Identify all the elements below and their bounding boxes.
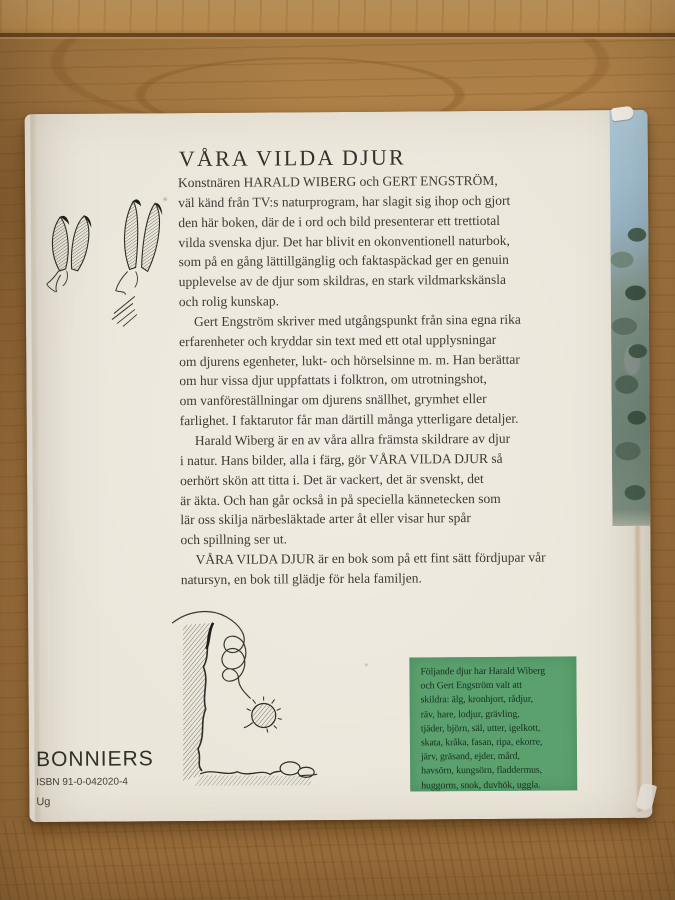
isbn-number: ISBN 91-0-042020-4: [36, 776, 128, 789]
back-cover-text: [178, 173, 546, 592]
body-text-line: som på en gång lättillgänglig och faktaspäckad ger en genuin: [178, 252, 509, 270]
body-text-line: erfarenheter och kryddar sin text med ett otal upplysningar: [179, 331, 497, 349]
table-plank-bottom: [0, 820, 675, 900]
animal-list-line: räv, hare, lodjur, grävling,: [420, 708, 520, 720]
publisher-block: [36, 747, 154, 808]
animal-list-line: tjäder, björn, säl, utter, igelkott,: [420, 722, 541, 735]
hare-ears-sketch-small: [43, 211, 102, 299]
body-text-line: VÅRA VILDA DJUR är en bok som på ett fint sätt fördjupar vår: [195, 549, 546, 568]
animal-list-line: och Gert Engström valt att: [420, 679, 522, 692]
body-text-line: upplevelse av de djur som skildras, en stark vildmarkskänsla: [178, 272, 507, 290]
body-text-line: och rolig kunskap.: [178, 293, 280, 310]
body-text-line: lär oss skilja närbesläktade arter åt eller visar hur spår: [180, 510, 471, 528]
animal-list-line: havsörn, kungsörn, fladdermus,: [421, 764, 542, 777]
publisher-logo-text: BONNIERS: [35, 747, 154, 772]
body-text-line: och spillning ser ut.: [180, 531, 288, 548]
body-text-line: vilda svenska djur. Det har blivit en okonventionell naturbok,: [178, 232, 510, 250]
body-text-line: Konstnären HARALD WIBERG och GERT ENGSTRÖM,: [177, 172, 498, 191]
animal-list-line: huggorm, snok, duvhök, uggla.: [421, 779, 541, 791]
body-text-line: är äkta. Och han går också in på speciella kännetecken som: [180, 490, 501, 508]
animal-list-line: järv, gräsand, ejder, mård,: [420, 750, 520, 763]
animal-list-line: skata, kråka, fasan, ripa, ekorre,: [420, 736, 543, 749]
body-text-line: i natur. Hans bilder, alla i färg, gör VÅRA VILDA DJUR så: [179, 450, 503, 468]
body-text-line: oerhört skön att titta i. Det är vackert, det är svenskt, det: [180, 470, 484, 488]
table-plank-seam: [0, 37, 675, 39]
classification-code: Ug: [36, 796, 51, 809]
body-text-line: natursyn, en bok till glädje för hela familjen.: [180, 570, 422, 587]
body-text-line: om hur vissa djur uppfattats i folktron, om utrotningshot,: [179, 371, 487, 389]
body-text-line: om djurens egenheter, lukt- och hörselsinne m. m. Han berättar: [179, 351, 520, 369]
page-edge-tint: [633, 526, 643, 812]
hedgehog-spiral-sketch: [170, 604, 319, 790]
body-text-line: Harald Wiberg är en av våra allra främsta skildrare av djur: [194, 430, 511, 448]
book-title: VÅRA VILDA DJUR: [178, 144, 406, 172]
body-text-line: den här boken, där de i ord och bild presenterar ett trettiotal: [178, 212, 500, 230]
body-text-line: om vanföreställningar om djurens snällhet, grymhet eller: [179, 391, 487, 409]
animal-list-box: [409, 656, 577, 791]
hare-ears-sketch-large: [109, 195, 176, 327]
body-text-line: Gert Engström skriver med utgångspunkt från sina egna rika: [193, 311, 521, 329]
table-plank-top: [0, 0, 675, 37]
animal-list-line: skildra: älg, kronhjort, rådjur,: [420, 694, 533, 706]
body-text-line: väl känd från TV:s naturprogram, har slagit sig ihop och gjort: [178, 192, 511, 210]
watercolor-cover-edge: [610, 110, 651, 526]
animal-list-line: Följande djur har Harald Wiberg: [420, 665, 546, 678]
book-back-cover: [25, 110, 653, 822]
body-text-line: farlighet. I faktarutor får man därtill många ytterligare detaljer.: [179, 410, 519, 429]
